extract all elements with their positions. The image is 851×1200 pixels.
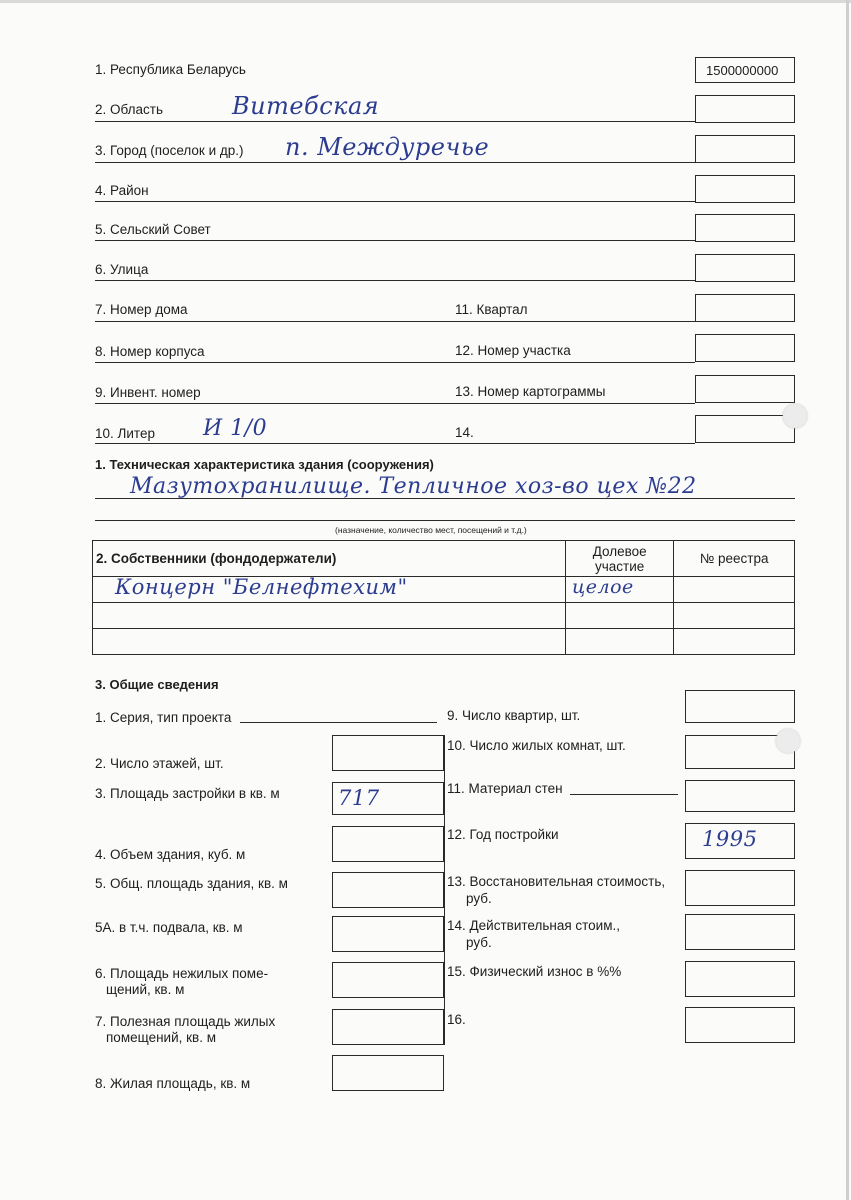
field-label-district: 4. Район bbox=[95, 183, 149, 198]
general-label-useful-area-line1: 7. Полезная площадь жилых bbox=[95, 1014, 276, 1029]
general-box-16[interactable] bbox=[685, 1007, 795, 1043]
field-label-republic: 1. Республика Беларусь bbox=[95, 62, 246, 77]
scan-edge-top bbox=[0, 0, 851, 3]
code-value: 1500000000 bbox=[706, 63, 779, 78]
field-line-inventory-number bbox=[95, 403, 695, 404]
field-line-village-council bbox=[95, 240, 695, 241]
field-label-city: 3. Город (поселок и др.) bbox=[95, 143, 244, 158]
field-value-liter: И 1/0 bbox=[203, 416, 268, 441]
general-label-total-area: 5. Общ. площадь здания, кв. м bbox=[95, 876, 288, 891]
field-label-house-number: 7. Номер дома bbox=[95, 302, 188, 317]
section1-title: 1. Техническая характеристика здания (сооружения) bbox=[95, 457, 434, 472]
field-label-liter: 10. Литер bbox=[95, 426, 155, 441]
general-box-year-built[interactable] bbox=[685, 823, 795, 859]
general-label-actual-cost-line2: руб. bbox=[466, 935, 492, 950]
field-label-cartogram-number: 13. Номер картограммы bbox=[455, 384, 606, 399]
general-label-restoration-cost-line2: руб. bbox=[466, 891, 492, 906]
field-line-liter bbox=[95, 443, 695, 444]
share-cell[interactable] bbox=[566, 603, 674, 629]
owners-header-share bbox=[566, 541, 674, 577]
field-label-14: 14. bbox=[455, 425, 474, 440]
general-box-wall-material[interactable] bbox=[685, 780, 795, 812]
field-box-cartogram-number[interactable] bbox=[695, 375, 795, 403]
general-label-16: 16. bbox=[447, 1012, 466, 1027]
registry-cell[interactable] bbox=[674, 577, 795, 603]
general-box-nonresidential[interactable] bbox=[332, 962, 444, 998]
field-line-street bbox=[95, 280, 695, 281]
field-label-building-number: 8. Номер корпуса bbox=[95, 344, 205, 359]
punch-hole-bottom bbox=[776, 729, 800, 753]
general-line-series bbox=[240, 722, 437, 723]
owner-cell[interactable] bbox=[93, 629, 566, 655]
general-label-rooms: 10. Число жилых комнат, шт. bbox=[447, 738, 626, 753]
general-label-wear: 15. Физический износ в %% bbox=[447, 964, 622, 979]
general-label-nonresidential-line1: 6. Площадь нежилых поме- bbox=[95, 966, 269, 981]
table-row[interactable] bbox=[93, 603, 795, 629]
general-label-useful-area-line2: помещений, кв. м bbox=[106, 1030, 216, 1045]
general-label-apartments: 9. Число квартир, шт. bbox=[447, 708, 581, 723]
share-cell[interactable] bbox=[566, 629, 674, 655]
field-label-inventory-number: 9. Инвент. номер bbox=[95, 385, 201, 400]
field-box-village-council[interactable] bbox=[695, 214, 795, 242]
general-label-year-built: 12. Год постройки bbox=[447, 827, 559, 842]
field-label-village-council: 5. Сельский Совет bbox=[95, 222, 211, 237]
general-value-built-area: 717 bbox=[338, 786, 380, 810]
field-box-city[interactable] bbox=[695, 135, 795, 163]
owner-cell[interactable] bbox=[93, 574, 566, 603]
field-box-oblast[interactable] bbox=[695, 95, 795, 123]
registry-cell[interactable] bbox=[674, 603, 795, 629]
section3-divider bbox=[444, 735, 445, 1045]
general-box-restoration-cost[interactable] bbox=[685, 870, 795, 906]
code-box[interactable] bbox=[695, 57, 795, 83]
field-label-quarter: 11. Квартал bbox=[455, 302, 528, 317]
general-box-volume[interactable] bbox=[332, 826, 444, 862]
section2-title: 2. Собственники (фондодержатели) bbox=[96, 551, 337, 566]
field-label-plot-number: 12. Номер участка bbox=[455, 343, 571, 358]
general-label-nonresidential-line2: щений, кв. м bbox=[106, 982, 185, 997]
general-label-built-area: 3. Площадь застройки в кв. м bbox=[95, 786, 280, 801]
owner-value: Концерн "Белнефтехим" bbox=[115, 574, 408, 599]
general-label-basement-area: 5А. в т.ч. подвала, кв. м bbox=[95, 920, 243, 935]
section1-line-2 bbox=[95, 520, 795, 521]
general-label-series: 1. Серия, тип проекта bbox=[95, 710, 232, 725]
table-row[interactable] bbox=[93, 577, 795, 603]
owner-cell[interactable] bbox=[93, 603, 566, 629]
general-box-apartments[interactable] bbox=[685, 690, 795, 723]
table-row[interactable] bbox=[93, 629, 795, 655]
punch-hole-top bbox=[783, 404, 807, 428]
general-label-volume: 4. Объем здания, куб. м bbox=[95, 847, 246, 862]
field-box-quarter[interactable] bbox=[695, 294, 795, 322]
share-cell[interactable] bbox=[566, 577, 674, 603]
field-label-street: 6. Улица bbox=[95, 262, 149, 277]
owners-share-header-label: Долевое участие bbox=[592, 543, 647, 574]
field-value-city: п. Междуречье bbox=[285, 133, 490, 161]
field-line-house-number bbox=[95, 321, 695, 322]
general-box-wear[interactable] bbox=[685, 961, 795, 997]
share-value: целое bbox=[572, 575, 634, 598]
general-box-useful-area[interactable] bbox=[332, 1009, 444, 1045]
field-line-oblast bbox=[95, 121, 695, 122]
section1-line-1 bbox=[95, 498, 795, 499]
general-label-restoration-cost-line1: 13. Восстановительная стоимость, bbox=[447, 874, 666, 889]
owners-header-owner bbox=[93, 541, 566, 577]
field-box-plot-number[interactable] bbox=[695, 334, 795, 362]
owners-header-registry bbox=[674, 541, 795, 577]
section3-title: 3. Общие сведения bbox=[95, 677, 219, 692]
general-label-actual-cost-line1: 14. Действительная стоим., bbox=[447, 918, 620, 933]
general-box-actual-cost[interactable] bbox=[685, 914, 795, 950]
general-label-living-area: 8. Жилая площадь, кв. м bbox=[95, 1076, 251, 1091]
field-line-city bbox=[95, 162, 695, 163]
field-line-building-number bbox=[95, 362, 695, 363]
general-label-floors: 2. Число этажей, шт. bbox=[95, 756, 224, 771]
field-line-district bbox=[95, 201, 695, 202]
field-box-district[interactable] bbox=[695, 175, 795, 203]
registry-cell[interactable] bbox=[674, 629, 795, 655]
general-value-year-built: 1995 bbox=[702, 827, 758, 851]
general-line-wall-material bbox=[570, 794, 678, 795]
field-label-oblast: 2. Область bbox=[95, 102, 163, 117]
general-box-floors[interactable] bbox=[332, 735, 444, 771]
field-box-14[interactable] bbox=[695, 415, 795, 443]
section1-value: Мазутохранилище. Тепличное хоз-во цех №22 bbox=[130, 474, 697, 499]
general-box-total-area[interactable] bbox=[332, 872, 444, 908]
general-box-living-area[interactable] bbox=[332, 1055, 444, 1091]
owners-table-header bbox=[93, 541, 795, 577]
field-value-oblast: Витебская bbox=[232, 92, 380, 120]
general-label-wall-material: 11. Материал стен bbox=[447, 781, 563, 796]
scan-edge-right bbox=[846, 0, 849, 1200]
section1-caption: (назначение, количество мест, посещений и т.д.) bbox=[335, 525, 527, 535]
general-box-basement-area[interactable] bbox=[332, 916, 444, 952]
field-box-street[interactable] bbox=[695, 254, 795, 282]
owners-registry-header-label: № реестра bbox=[699, 551, 769, 566]
owners-table bbox=[92, 540, 795, 655]
general-box-built-area[interactable] bbox=[332, 782, 444, 815]
